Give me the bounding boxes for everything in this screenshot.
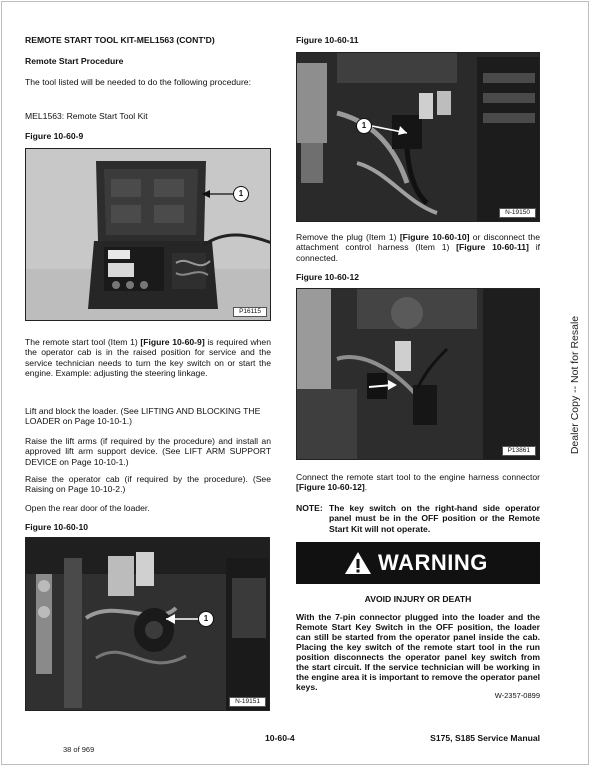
intro-paragraph: The tool listed will be needed to do the following procedure:	[25, 77, 251, 87]
warning-triangle-icon	[344, 551, 372, 575]
figure-id: P16115	[233, 307, 267, 317]
note-text: The key switch on the right-hand side operator panel must be in the OFF position or the Remote Start Kit will not operate.	[329, 503, 540, 534]
harness-connector-illustration	[297, 289, 540, 460]
remote-start-paragraph: The remote start tool (Item 1) [Figure 10-60-9] is required when the operator cab is in the raised position for service and the service technician needs to turn the key switch on or start the engine. Example: adjusting the steering linkage.	[25, 337, 271, 379]
callout-1: 1	[233, 186, 249, 202]
warning-subtitle: AVOID INJURY OR DEATH	[364, 594, 472, 604]
callout-1: 1	[198, 611, 214, 627]
side-watermark: Dealer Copy -- Not for Resale	[569, 315, 581, 455]
attachment-harness-illustration	[297, 53, 540, 222]
loader-engine-bay-illustration	[26, 538, 270, 711]
figure-9-caption: Figure 10-60-9	[25, 131, 84, 141]
raise-cab-paragraph: Raise the operator cab (if required by the procedure). (See Raising on Page 10-10-2.)	[25, 474, 271, 495]
figure-id: P13861	[502, 446, 536, 456]
figure-id: N-19151	[229, 697, 266, 707]
lift-block-paragraph: Lift and block the loader. (See LIFTING AND BLOCKING THE LOADER on Page 10-10-1.)	[25, 406, 261, 427]
footer-manual-title: S175, S185 Service Manual	[430, 733, 540, 743]
connect-tool-paragraph: Connect the remote start tool to the engine harness connector [Figure 10-60-12].	[296, 472, 540, 493]
figure-10-60-12-photo	[296, 288, 540, 460]
tool-line: MEL1563: Remote Start Tool Kit	[25, 111, 148, 121]
rear-door-paragraph: Open the rear door of the loader.	[25, 503, 150, 513]
figure-10-caption: Figure 10-60-10	[25, 522, 89, 532]
remote-start-kit-illustration	[26, 149, 271, 321]
figure-12-caption: Figure 10-60-12	[296, 272, 360, 282]
figure-id: N-19150	[499, 208, 536, 218]
subsection-title: Remote Start Procedure	[25, 56, 124, 66]
note-label: NOTE:	[296, 503, 323, 513]
footer-page-number: 10-60-4	[265, 733, 295, 743]
callout-1: 1	[356, 118, 372, 134]
figure-10-60-11-photo	[296, 52, 540, 222]
remove-plug-paragraph: Remove the plug (Item 1) [Figure 10-60-10] or disconnect the attachment control harness (Item 1) [Figure 10-60-11] if connected.	[296, 232, 541, 263]
note-block	[296, 503, 540, 534]
warning-banner	[296, 542, 540, 584]
figure-10-60-9-photo	[25, 148, 271, 321]
warning-title: WARNING	[378, 550, 488, 575]
warning-code: W-2357-0899	[494, 691, 540, 700]
section-title: REMOTE START TOOL KIT-MEL1563 (CONT'D)	[25, 35, 215, 45]
page-of-count: 38 of 969	[63, 745, 95, 754]
figure-11-caption: Figure 10-60-11	[296, 35, 359, 45]
warning-body: With the 7-pin connector plugged into the loader and the Remote Start Key Switch in the OFF position, the loader can still be started from the operator panel inside the cab. Placing the key switch of the remote start tool in the run position disconnects the operator panel key switch from the start circuit. If the service technician will be working in the engine area it is important to remove the operator panel keys.	[296, 612, 540, 692]
figure-10-60-10-photo	[25, 537, 270, 711]
lift-arms-paragraph: Raise the lift arms (if required by the procedure) and install an approved lift arm support device. (See LIFT ARM SUPPORT DEVICE on Page 10-10-1.)	[25, 436, 271, 467]
